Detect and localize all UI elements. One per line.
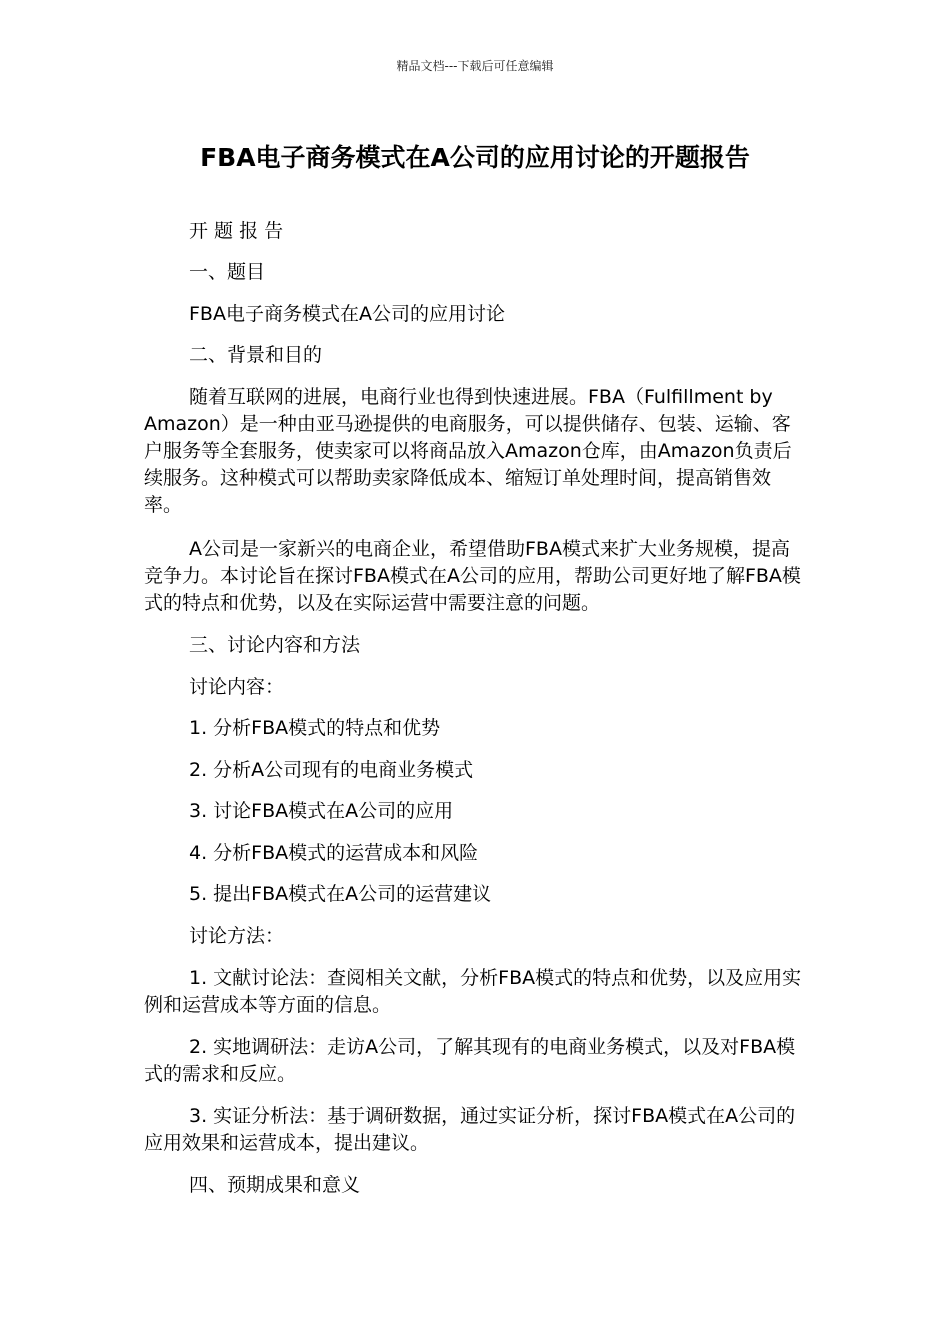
section-heading-background: 二、背景和目的 <box>189 344 323 366</box>
content-item-1: 1. 分析FBA模式的特点和优势 <box>189 717 441 739</box>
method-item-3: 3. 实证分析法：基于调研数据，通过实证分析，探讨FBA模式在A公司的应用效果和运营成本，提出建议。 <box>144 1105 796 1154</box>
content-label: 讨论内容： <box>189 676 285 698</box>
background-paragraph-2: A公司是一家新兴的电商企业，希望借助FBA模式来扩大业务规模，提高竞争力。本讨论旨在探讨FBA模式在A公司的应用，帮助公司更好地了解FBA模式的特点和优势，以及在实际运营中需要注意的问题。 <box>144 538 801 614</box>
content-item-4: 4. 分析FBA模式的运营成本和风险 <box>189 842 479 864</box>
topic-text: FBA电子商务模式在A公司的应用讨论 <box>189 303 505 325</box>
section-heading-topic: 一、题目 <box>189 261 266 283</box>
section-heading-outcomes: 四、预期成果和意义 <box>189 1174 361 1196</box>
page-header: 精品文档---下载后可任意编辑 <box>396 59 554 73</box>
background-paragraph-1: 随着互联网的进展，电商行业也得到快速进展。FBA（Fulfillment by Amazon）是一种由亚马逊提供的电商服务，可以提供储存、包装、运输、客户服务等全套服务，使卖家可以将商品放入Amazon仓库，由Amazon负责后续服务。这种模式可以帮助卖家降低成本、缩短订单处理时间，提高销售效率。 <box>144 386 792 516</box>
method-label: 讨论方法： <box>189 925 285 947</box>
method-item-1: 1. 文献讨论法：查阅相关文献，分析FBA模式的特点和优势，以及应用实例和运营成本等方面的信息。 <box>144 967 802 1016</box>
document-title: FBA电子商务模式在A公司的应用讨论的开题报告 <box>200 143 750 172</box>
content-item-5: 5. 提出FBA模式在A公司的运营建议 <box>189 883 492 905</box>
section-heading-content-method: 三、讨论内容和方法 <box>189 634 361 656</box>
method-item-2: 2. 实地调研法：走访A公司，了解其现有的电商业务模式，以及对FBA模式的需求和反应。 <box>144 1036 796 1085</box>
section-heading-report: 开 题 报 告 <box>189 220 284 242</box>
content-item-2: 2. 分析A公司现有的电商业务模式 <box>189 759 474 781</box>
content-item-3: 3. 讨论FBA模式在A公司的应用 <box>189 800 454 822</box>
